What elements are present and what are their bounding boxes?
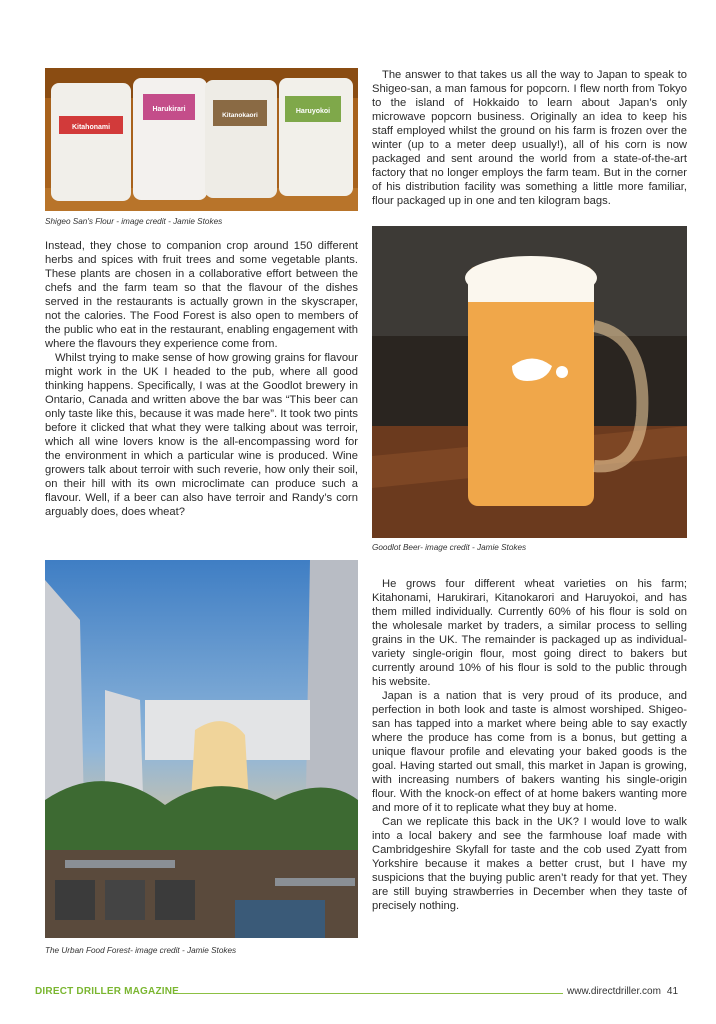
footer-divider — [177, 993, 563, 994]
right-paragraph-1: He grows four different wheat varieties on his farm; Kitahonami, Harukirari, Kitanokarori and Haruyokoi, and has them milled individually. Currently 60% of his flour is sold on the wholesale market by traders, a similar process to selling grains in the UK. The remainder is packaged up as individual-variety single-origin flour, most going direct to bakers but currently around 10% of his flour is sold to the public through his website. — [372, 578, 687, 688]
right-paragraph-2: Japan is a nation that is very proud of its produce, and perfection in both look and taste is almost worshiped. Shigeo-san has tapped into a market where being able to say exactly where the produce has come from is a bonus, but getting a unique flavour profile and elevating your baked goods is the goal. Having started out small, this market in Japan is growing, with increasing numbers of bakers wanting his single-origin flour. With the knock-on effect of at home bakers wanting more and more of it to replicate what they buy at home. — [372, 690, 687, 814]
left-paragraph-1: Instead, they chose to companion crop around 150 different herbs and spices with fruit trees and some vegetable plants. These plants are chosen in a collaborative effort between the chefs and the farm team so that the flavour of the dishes served in the restaurants is actually grown in the skyscraper, not the calories. The Food Forest is also open to members of the public who eat in the restaurant, enabling engagement with where the flavours they experience come from. — [45, 240, 358, 350]
right-paragraph-top: The answer to that takes us all the way to Japan to speak to Shigeo-san, a man famous for popcorn. I flew north from Tokyo to the island of Hokkaido to learn about Japan’s only microwave popcorn business. Originally an idea to keep his staff employed whilst the ground on his farm is frozen over the winter (up to a meter deep usually!), all of his corn is now packaged and sent around the world from a state-of-the-art factory that no longer employs the farm team. But in the corner of his distribution facility was something a little more familiar, flour packaged up in one and ten kilogram bags. — [372, 69, 687, 207]
left-column-text — [45, 239, 358, 519]
website-link[interactable]: www.directdriller.com — [567, 986, 661, 997]
flour-photo-caption: Shigeo San's Flour - image credit - Jamie Stokes — [45, 217, 223, 226]
flour-bag-label-1: Kitahonami — [71, 124, 111, 131]
beer-photo-caption: Goodlot Beer- image credit - Jamie Stokes — [372, 543, 527, 552]
flour-bag-label-3: Kitanokaori — [222, 112, 258, 119]
page-number: 41 — [666, 986, 679, 997]
flour-bags-photo — [45, 68, 358, 211]
urban-food-forest-photo — [45, 560, 358, 938]
footer-right — [567, 986, 678, 997]
magazine-name: DIRECT DRILLER MAGAZINE — [35, 986, 180, 997]
flour-bag-label-2: Harukirari — [152, 106, 186, 113]
right-paragraph-3: Can we replicate this back in the UK? I would love to walk into a local bakery and see the farmhouse loaf made with Cambridgeshire Skyfall for taste and the cob used Zyatt from Yorkshire because it makes a better crust, but I have my suspicions that the buying public aren’t ready for that yet. They are still buying strawberries in December when they taste of precisely nothing. — [372, 816, 687, 912]
flour-bag-label-4: Haruyokoi — [295, 108, 331, 115]
goodlot-beer-photo — [372, 226, 687, 538]
right-column-lower-text — [372, 577, 687, 913]
right-column-top-text — [372, 68, 687, 208]
forest-photo-caption: The Urban Food Forest- image credit - Jamie Stokes — [45, 946, 237, 955]
left-paragraph-2: Whilst trying to make sense of how growing grains for flavour might work in the UK I headed to the pub, where all good thinking happens. Specifically, I was at the Goodlot brewery in Ontario, Canada and written above the bar was “This beer can only taste like this, because it was made here”. It took two pints before it clicked that what they were talking about was terroir, which all wine lovers know is the all-encompassing word for the environment in which a particular wine is produced. Wine growers talk about terroir with such reverie, how only their soil, on their hill with its own microclimate can produce such a flavour. Well, if a beer can also have terroir and Randy’s corn arguably does, does wheat? — [45, 352, 358, 518]
